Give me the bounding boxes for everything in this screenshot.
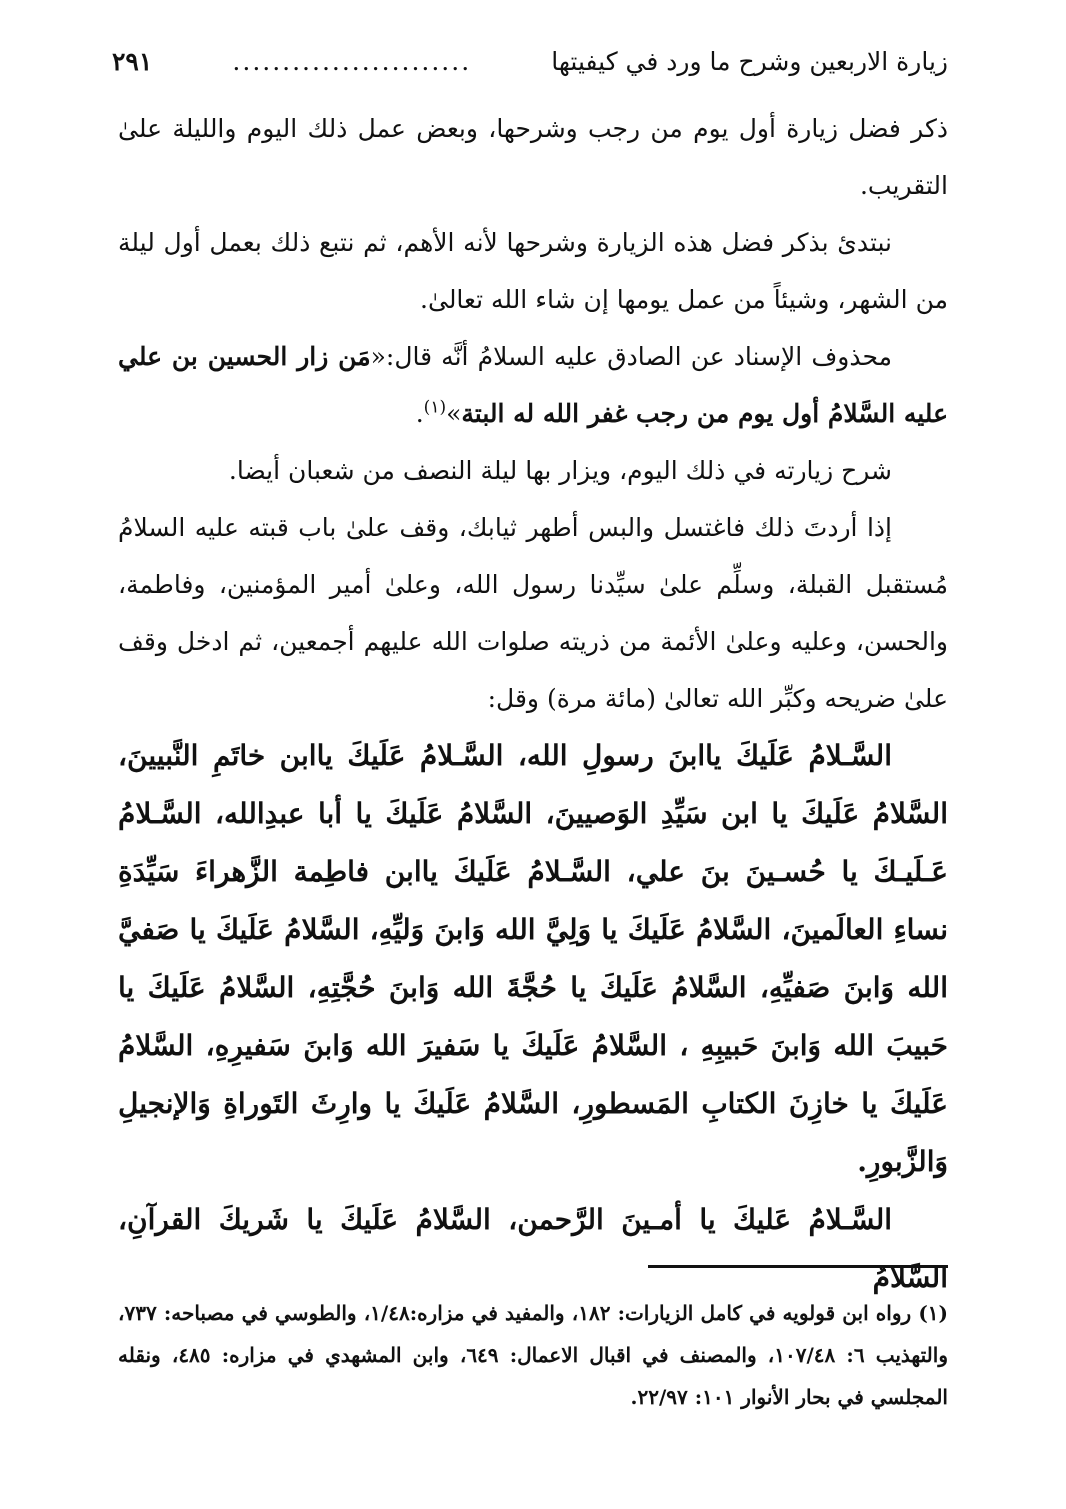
footnote-divider (648, 1265, 948, 1268)
ziyarah-text-2: السَّـلامُ عَليكَ يا أمـينَ الرَّحمن، السَّلامُ عَلَيكَ يا شَريكَ القرآنِ، السَّلامُ (118, 1203, 948, 1294)
chapter-title: زيارة الاربعين وشرح ما ورد في كيفيتها (551, 47, 948, 76)
leader-dots: ........................ (232, 47, 472, 76)
hadith-quote-close: » (446, 399, 462, 428)
footnote-1: (١) رواه ابن قولويه في كامل الزيارات: ١٨٢، والمفيد في مزاره:١/٤٨، والطوسي في مصباحه: ٧٣٧، والتهذيب ٦: ١٠٧/٤٨، والمصنف في اقبال الاعمال: ٦٤٩، وابن المشهدي في مزاره: ٤٨٥، ونقله المجلسي في بحار الأنوار ١٠١: ٢٢/٩٧. (118, 1301, 949, 1409)
page-number: ٢٩١ (112, 47, 153, 76)
footnote-reference[interactable]: (١) (423, 397, 447, 418)
explanation-paragraph: شرح زيارته في ذلك اليوم، ويزار بها ليلة النصف من شعبان أيضا. (228, 456, 892, 485)
hadith-paragraph (118, 328, 948, 442)
section-heading-paragraph: ذكر فضل زيارة أول يوم من رجب وشرحها، وبعض عمل ذلك اليوم والليلة علىٰ التقريب. (118, 114, 948, 200)
main-text (118, 100, 948, 1307)
intro-paragraph: نبتدئ بذكر فضل هذه الزيارة وشرحها لأنه الأهم، ثم نتبع ذلك بعمل أول ليلة من الشهر، وشيئاً من عمل يومها إن شاء الله تعالىٰ. (118, 228, 948, 314)
ziyarah-text-1: السَّـلامُ عَلَيكَ ياابنَ رسولِ الله، السَّـلامُ عَلَيكَ ياابن خاتَمِ النَّبيينَ، السَّلامُ عَلَيكَ يا ابن سَيِّدِ الوَصيينَ، السَّلامُ عَلَيكَ يا أبا عبدِالله، السَّـلامُ عَـلَيـكَ يا حُسـينَ بنَ علي، السَّـلامُ عَلَيكَ ياابن فاطِمة الزَّهراءَ سَيِّدَةِ نساءِ العالَمينَ، السَّلامُ عَلَيكَ يا وَلِيَّ الله وَابنَ وَليِّهِ، السَّلامُ عَلَيكَ يا صَفيَّ الله وَابنَ صَفيِّهِ، السَّلامُ عَلَيكَ يا حُجَّةَ الله وَابنَ حُجَّتِهِ، السَّلامُ عَلَيكَ يا حَبيبَ الله وَابنَ حَبيبِهِ ، السَّلامُ عَلَيكَ يا سَفيرَ الله وَابنَ سَفيرِهِ، السَّلامُ عَلَيكَ يا خازِنَ الكتابِ المَسطورِ، السَّلامُ عَلَيكَ يا وارِثَ التَوراةِ وَالإنجيلِ وَالزَّبورِ. (118, 739, 948, 1178)
hadith-quote: مَن زار الحسين بن علي عليه السَّلامُ أول يوم من رجب غفر الله له البتة (118, 342, 948, 428)
hadith-narration: محذوف الإسناد عن الصادق عليه السلامُ أنَّه قال:« (370, 342, 892, 371)
footnotes (118, 1292, 948, 1418)
hadith-period: . (415, 399, 424, 428)
running-header (112, 44, 948, 80)
instructions-paragraph: إذا أردتَ ذلك فاغتسل والبس أطهر ثيابك، وقف علىٰ باب قبته عليه السلامُ مُستقبل القبلة، وسلِّم علىٰ سيِّدنا رسول الله، وعلىٰ أمير المؤمنين، وفاطمة، والحسن، وعليه وعلىٰ الأئمة من ذريته صلوات الله عليهم أجمعين، ثم ادخل وقف علىٰ ضريحه وكبِّر الله تعالىٰ (مائة مرة) وقل: (118, 513, 948, 713)
